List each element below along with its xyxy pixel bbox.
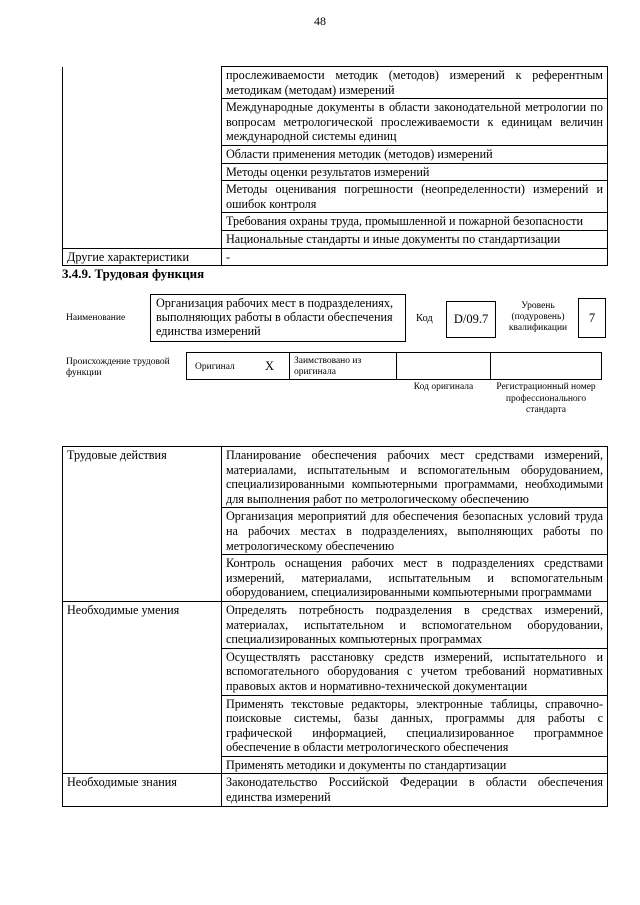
code-label: Код — [416, 313, 433, 324]
group-item: Планирование обеспечения рабочих мест средствами измерений, материалами, испытательным и вспомогательным оборудованием, специализированными компьютерными программами, необходимыми для выполнения работ по метрологическому обеспечению — [222, 447, 608, 508]
original-label: Оригинал — [195, 362, 235, 372]
row-label — [63, 67, 222, 99]
borrowed-cell — [289, 352, 397, 380]
section-heading: 3.4.9. Трудовая функция — [62, 266, 205, 281]
group-item: Определять потребность подразделения в средствах измерений, материалах, испытательном и вспомогательном оборудовании, специализированных компьютерных программах — [222, 601, 608, 648]
table-row — [63, 163, 608, 181]
row-text: Области применения методик (методов) измерений — [222, 145, 608, 163]
table-row — [63, 601, 608, 648]
table-row — [63, 248, 608, 266]
group-label: Необходимые знания — [63, 774, 222, 806]
code-original-cell — [396, 352, 491, 380]
row-text: Методы оценки результатов измерений — [222, 163, 608, 181]
code-original-caption: Код оригинала — [413, 382, 474, 392]
code-value-box: D/09.7 — [446, 301, 496, 338]
group-item: Контроль оснащения рабочих мест в подразделениях средствами измерений, материалами, испытательным и вспомогательным оборудованием, специализированными компьютерными программами — [222, 555, 608, 602]
group-label: Необходимые умения — [63, 601, 222, 774]
table-row — [63, 447, 608, 508]
level-label: Уровень (подуровень) квалификации — [508, 301, 568, 333]
row-label — [63, 99, 222, 146]
origin-label: Происхождение трудовой функции — [66, 357, 170, 378]
function-table — [62, 446, 608, 807]
table-row — [63, 181, 608, 213]
group-item: Законодательство Российской Федерации в области обеспечения единства измерений — [222, 774, 608, 806]
table-row — [63, 774, 608, 806]
row-text: Методы оценивания погрешности (неопределенности) измерений и ошибок контроля — [222, 181, 608, 213]
table-row — [63, 145, 608, 163]
reg-number-cell — [490, 352, 602, 380]
group-item: Организация мероприятий для обеспечения безопасных условий труда на рабочих местах в подразделениях, выполняющих работы по метрологическому обеспечению — [222, 508, 608, 555]
table-row — [63, 67, 608, 99]
group-item: Применять методики и документы по стандартизации — [222, 756, 608, 774]
row-label: Другие характеристики — [63, 248, 222, 266]
reg-number-caption: Регистрационный номер профессионального стандарта — [496, 382, 596, 415]
group-item: Применять текстовые редакторы, электронные таблицы, справочно-поисковые системы, базы данных, программы для работы с графической информацией, специализированное программное обеспечение в области метрологического обеспечения — [222, 695, 608, 756]
table-row — [63, 213, 608, 231]
origin-row — [186, 352, 602, 380]
group-item: Осуществлять расстановку средств измерений, испытательного и вспомогательного оборудования с учетом требований нормативных правовых актов и нормативно-технической документации — [222, 648, 608, 695]
group-label: Трудовые действия — [63, 447, 222, 602]
row-label — [63, 213, 222, 231]
table-row — [63, 230, 608, 248]
row-text: Требования охраны труда, промышленной и пожарной безопасности — [222, 213, 608, 231]
name-value-box: Организация рабочих мест в подразделениях, выполняющих работы в области обеспечения единства измерений — [150, 294, 406, 342]
level-value-box: 7 — [578, 298, 606, 338]
name-label: Наименование — [66, 313, 126, 323]
row-label — [63, 145, 222, 163]
row-label — [63, 163, 222, 181]
borrowed-label: Заимствовано из оригинала — [294, 356, 362, 377]
row-text: прослеживаемости методик (методов) измерений к референтным методикам (методам) измерений — [222, 67, 608, 99]
table-row — [63, 99, 608, 146]
row-label — [63, 181, 222, 213]
row-text: Национальные стандарты и иные документы по стандартизации — [222, 230, 608, 248]
continued-table — [62, 66, 608, 266]
row-label — [63, 230, 222, 248]
page-number: 48 — [314, 14, 326, 28]
row-text: Международные документы в области законодательной метрологии по вопросам метрологической прослеживаемости к единицам величин международной системы единиц — [222, 99, 608, 146]
row-text: - — [222, 248, 608, 266]
original-mark: X — [250, 352, 290, 380]
